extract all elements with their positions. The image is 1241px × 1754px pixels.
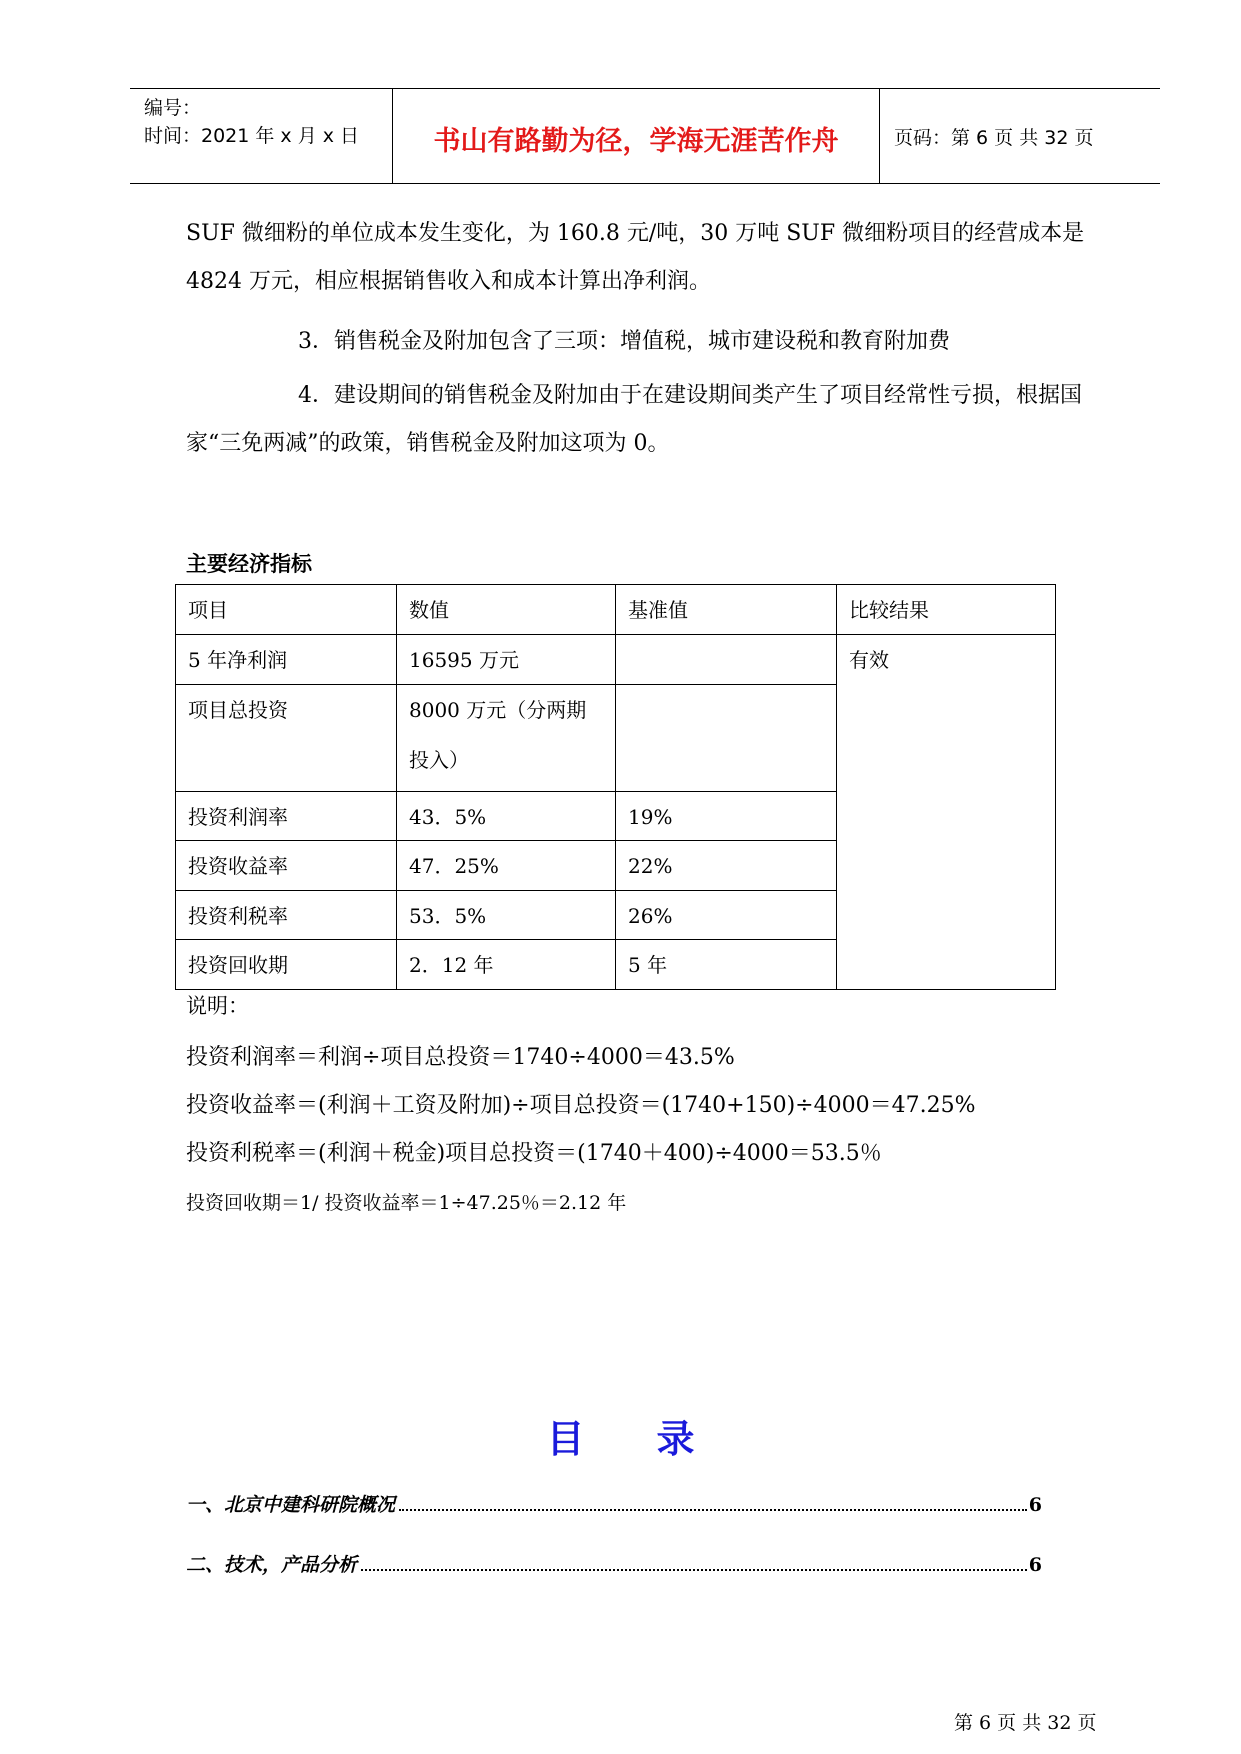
header-motto: 书山有路勤为径，学海无涯苦作舟 <box>433 126 839 157</box>
table-cell <box>616 635 837 685</box>
document-id-label: 编号： <box>144 97 202 119</box>
table-cell <box>616 685 837 792</box>
page-footer: 第 6 页 共 32 页 <box>954 1712 1097 1734</box>
paragraph-cost: SUF 微细粉的单位成本发生变化，为 160.8 元/吨，30 万吨 SUF 微细粉项目的经营成本是 4824 万元，相应根据销售收入和成本计算出净利润。 <box>186 221 1085 294</box>
table-cell: 22% <box>616 841 837 891</box>
table-cell: 投资收益率 <box>176 841 397 891</box>
table-cell: 2．12 年 <box>397 940 616 990</box>
table-cell: 5 年净利润 <box>176 635 397 685</box>
table-header-cell: 基准值 <box>616 585 837 635</box>
notes-label: 说明： <box>186 994 249 1018</box>
table-cell: 47．25% <box>397 841 616 891</box>
formula-line: 投资回收期＝1/ 投资收益率＝1÷47.25％＝2.12 年 <box>186 1192 627 1214</box>
table-cell: 53．5% <box>397 891 616 940</box>
formula-line: 投资利税率＝(利润＋税金)项目总投资＝(1740＋400)÷4000＝53.5％ <box>186 1141 882 1166</box>
toc-entry[interactable] <box>186 1550 1042 1577</box>
table-cell: 19% <box>616 792 837 841</box>
table-cell: 8000 万元（分两期投入） <box>397 685 616 792</box>
table-header-cell: 项目 <box>176 585 397 635</box>
toc-dot-leader <box>361 1569 1027 1571</box>
table-cell: 投资利润率 <box>176 792 397 841</box>
toc-title: 目录 <box>546 1417 767 1461</box>
header-left-cell <box>130 89 392 183</box>
table-header-cell: 比较结果 <box>837 585 1056 635</box>
table-cell: 5 年 <box>616 940 837 990</box>
toc-entry-label: 一、北京中建科研院概况 <box>186 1494 396 1516</box>
table-cell: 16595 万元 <box>397 635 616 685</box>
paragraph-tax-items: 3．销售税金及附加包含了三项：增值税，城市建设税和教育附加费 <box>298 329 950 354</box>
table-cell: 投资回收期 <box>176 940 397 990</box>
header-motto-cell <box>392 89 880 183</box>
page-header <box>130 88 1160 184</box>
toc-entry-page: 6 <box>1028 1554 1042 1576</box>
document-date-label: 时间：2021 年 x 月 x 日 <box>144 125 360 147</box>
toc-entry[interactable] <box>186 1490 1042 1517</box>
toc-dot-leader <box>399 1509 1027 1511</box>
table-title: 主要经济指标 <box>186 552 312 576</box>
header-page-number: 页码：第 6 页 共 32 页 <box>894 127 1094 149</box>
table-header-cell: 数值 <box>397 585 616 635</box>
table-row <box>176 635 1056 685</box>
table-cell: 投资利税率 <box>176 891 397 940</box>
table-cell: 项目总投资 <box>176 685 397 792</box>
table-cell: 43．5% <box>397 792 616 841</box>
comparison-result-cell: 有效 <box>837 635 1056 990</box>
table-cell: 26% <box>616 891 837 940</box>
paragraph-tax-exemption: 4．建设期间的销售税金及附加由于在建设期间类产生了项目经常性亏损，根据国家“三免两减”的政策，销售税金及附加这项为 0。 <box>186 383 1082 456</box>
toc-entry-label: 二、技术，产品分析 <box>186 1554 358 1576</box>
formula-line: 投资收益率＝(利润＋工资及附加)÷项目总投资＝(1740+150)÷4000＝47.25% <box>186 1093 976 1118</box>
header-right-cell <box>880 89 1160 183</box>
formula-line: 投资利润率＝利润÷项目总投资＝1740÷4000＝43.5% <box>186 1045 735 1070</box>
toc-entry-page: 6 <box>1028 1494 1042 1516</box>
economic-indicators-table <box>175 584 1056 990</box>
table-header-row <box>176 585 1056 635</box>
